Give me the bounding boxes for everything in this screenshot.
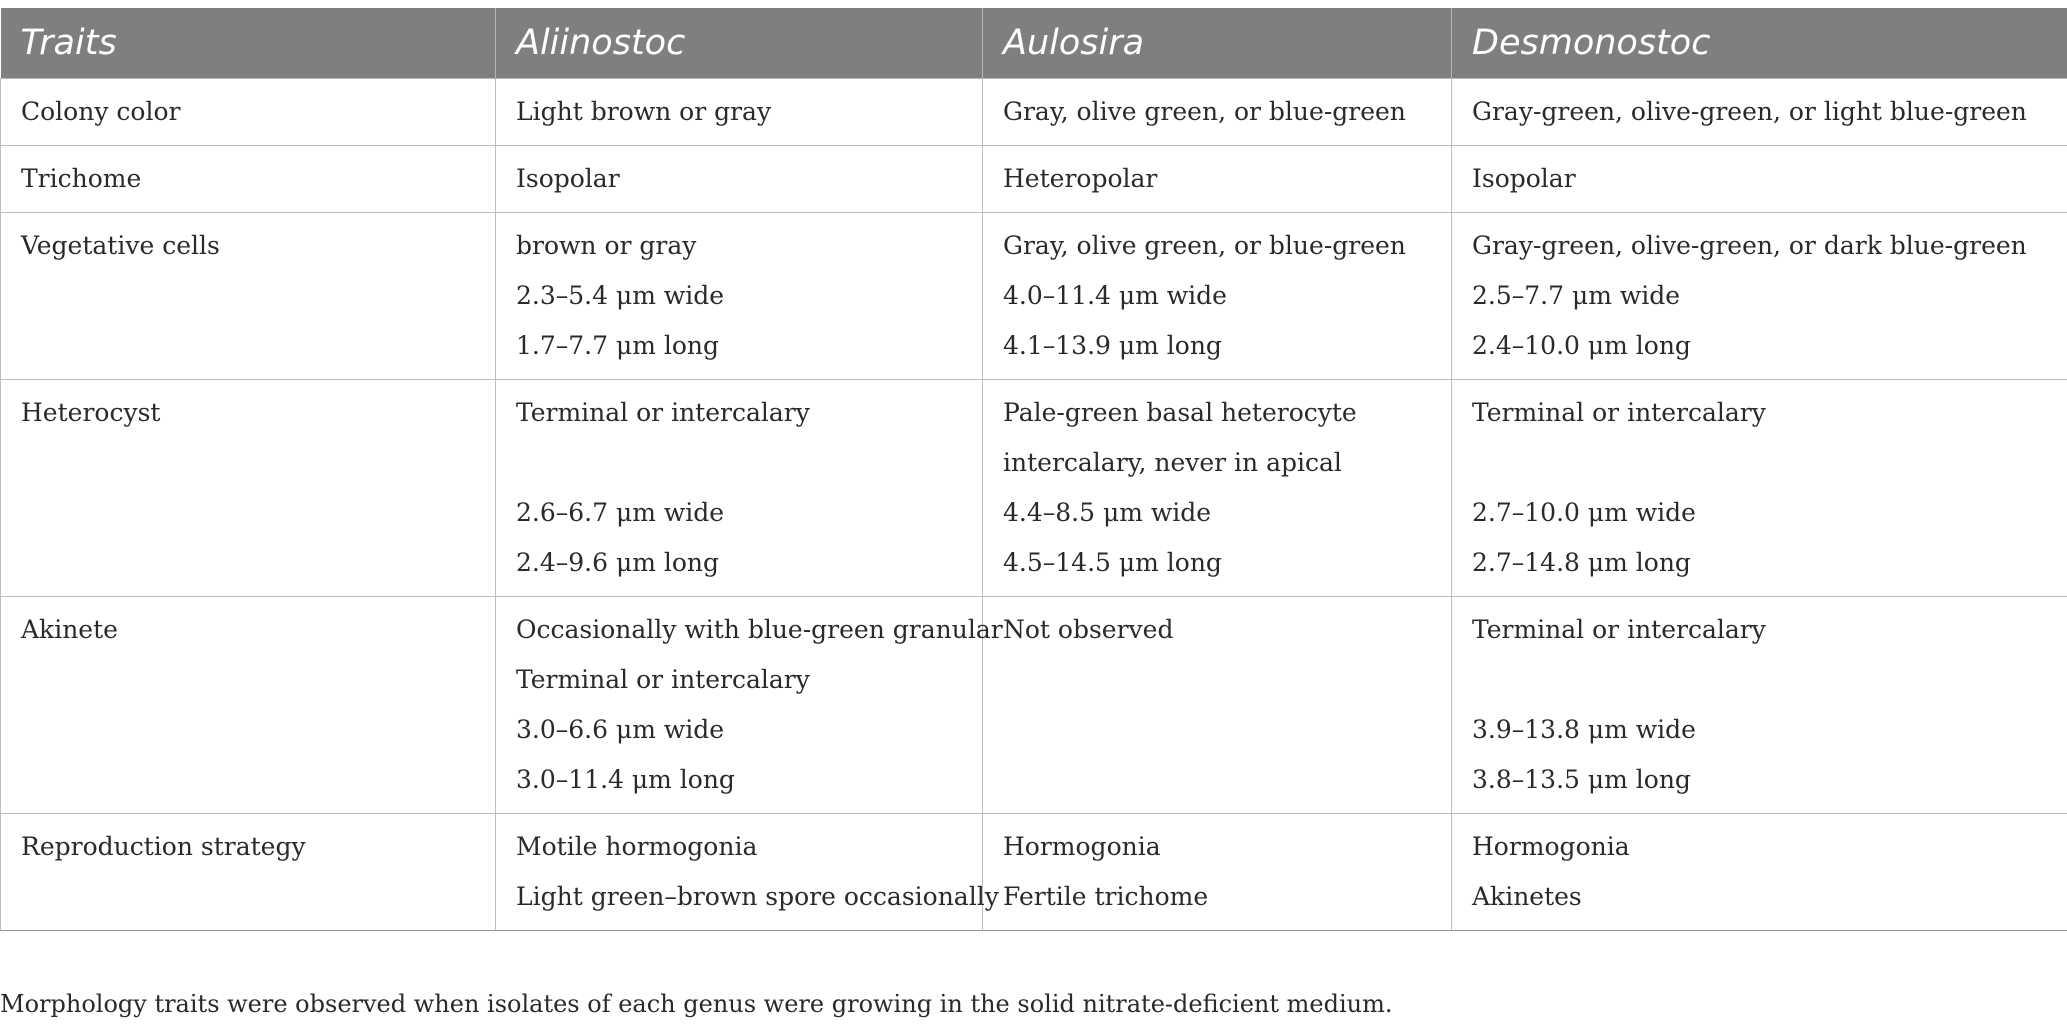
table-row [1, 146, 2067, 213]
desmonostoc-cell: Terminal or intercalary 3.9–13.8 μm wide 3.8–13.5 μm long [1452, 597, 2067, 814]
table-row [1, 213, 2067, 380]
header-aliinostoc: Aliinostoc [496, 8, 983, 79]
table-row [1, 597, 2067, 814]
aulosira-cell: Gray, olive green, or blue-green [983, 79, 1452, 146]
table-row [1, 380, 2067, 597]
table-header-row [1, 8, 2067, 79]
trait-label: Heterocyst [1, 380, 496, 597]
aliinostoc-cell: Motile hormogonia Light green–brown spore occasionally [496, 814, 983, 931]
header-traits: Traits [1, 8, 496, 79]
trait-label: Vegetative cells [1, 213, 496, 380]
trait-label: Akinete [1, 597, 496, 814]
aliinostoc-cell: Terminal or intercalary 2.6–6.7 μm wide 2.4–9.6 μm long [496, 380, 983, 597]
desmonostoc-cell: Gray-green, olive-green, or dark blue-green 2.5–7.7 μm wide 2.4–10.0 μm long [1452, 213, 2067, 380]
header-desmonostoc: Desmonostoc [1452, 8, 2067, 79]
trait-label: Colony color [1, 79, 496, 146]
desmonostoc-cell: Terminal or intercalary 2.7–10.0 μm wide 2.7–14.8 μm long [1452, 380, 2067, 597]
aliinostoc-cell: Isopolar [496, 146, 983, 213]
aliinostoc-cell: brown or gray 2.3–5.4 μm wide 1.7–7.7 μm long [496, 213, 983, 380]
aliinostoc-cell: Light brown or gray [496, 79, 983, 146]
morphology-traits-table [0, 8, 2067, 931]
table-footnote: Morphology traits were observed when isolates of each genus were growing in the solid nitrate-deficient medium. [0, 990, 1393, 1018]
aulosira-cell: Heteropolar [983, 146, 1452, 213]
trait-label: Trichome [1, 146, 496, 213]
trait-label: Reproduction strategy [1, 814, 496, 931]
morphology-table-container [0, 8, 2067, 931]
desmonostoc-cell: Gray-green, olive-green, or light blue-green [1452, 79, 2067, 146]
desmonostoc-cell: Hormogonia Akinetes [1452, 814, 2067, 931]
table-row [1, 814, 2067, 931]
aliinostoc-cell: Occasionally with blue-green granular Terminal or intercalary 3.0–6.6 μm wide 3.0–11.4 μm long [496, 597, 983, 814]
aulosira-cell: Hormogonia Fertile trichome [983, 814, 1452, 931]
aulosira-cell: Gray, olive green, or blue-green 4.0–11.4 μm wide 4.1–13.9 μm long [983, 213, 1452, 380]
aulosira-cell: Not observed [983, 597, 1452, 814]
table-row [1, 79, 2067, 146]
desmonostoc-cell: Isopolar [1452, 146, 2067, 213]
header-aulosira: Aulosira [983, 8, 1452, 79]
aulosira-cell: Pale-green basal heterocyte intercalary, never in apical 4.4–8.5 μm wide 4.5–14.5 μm long [983, 380, 1452, 597]
